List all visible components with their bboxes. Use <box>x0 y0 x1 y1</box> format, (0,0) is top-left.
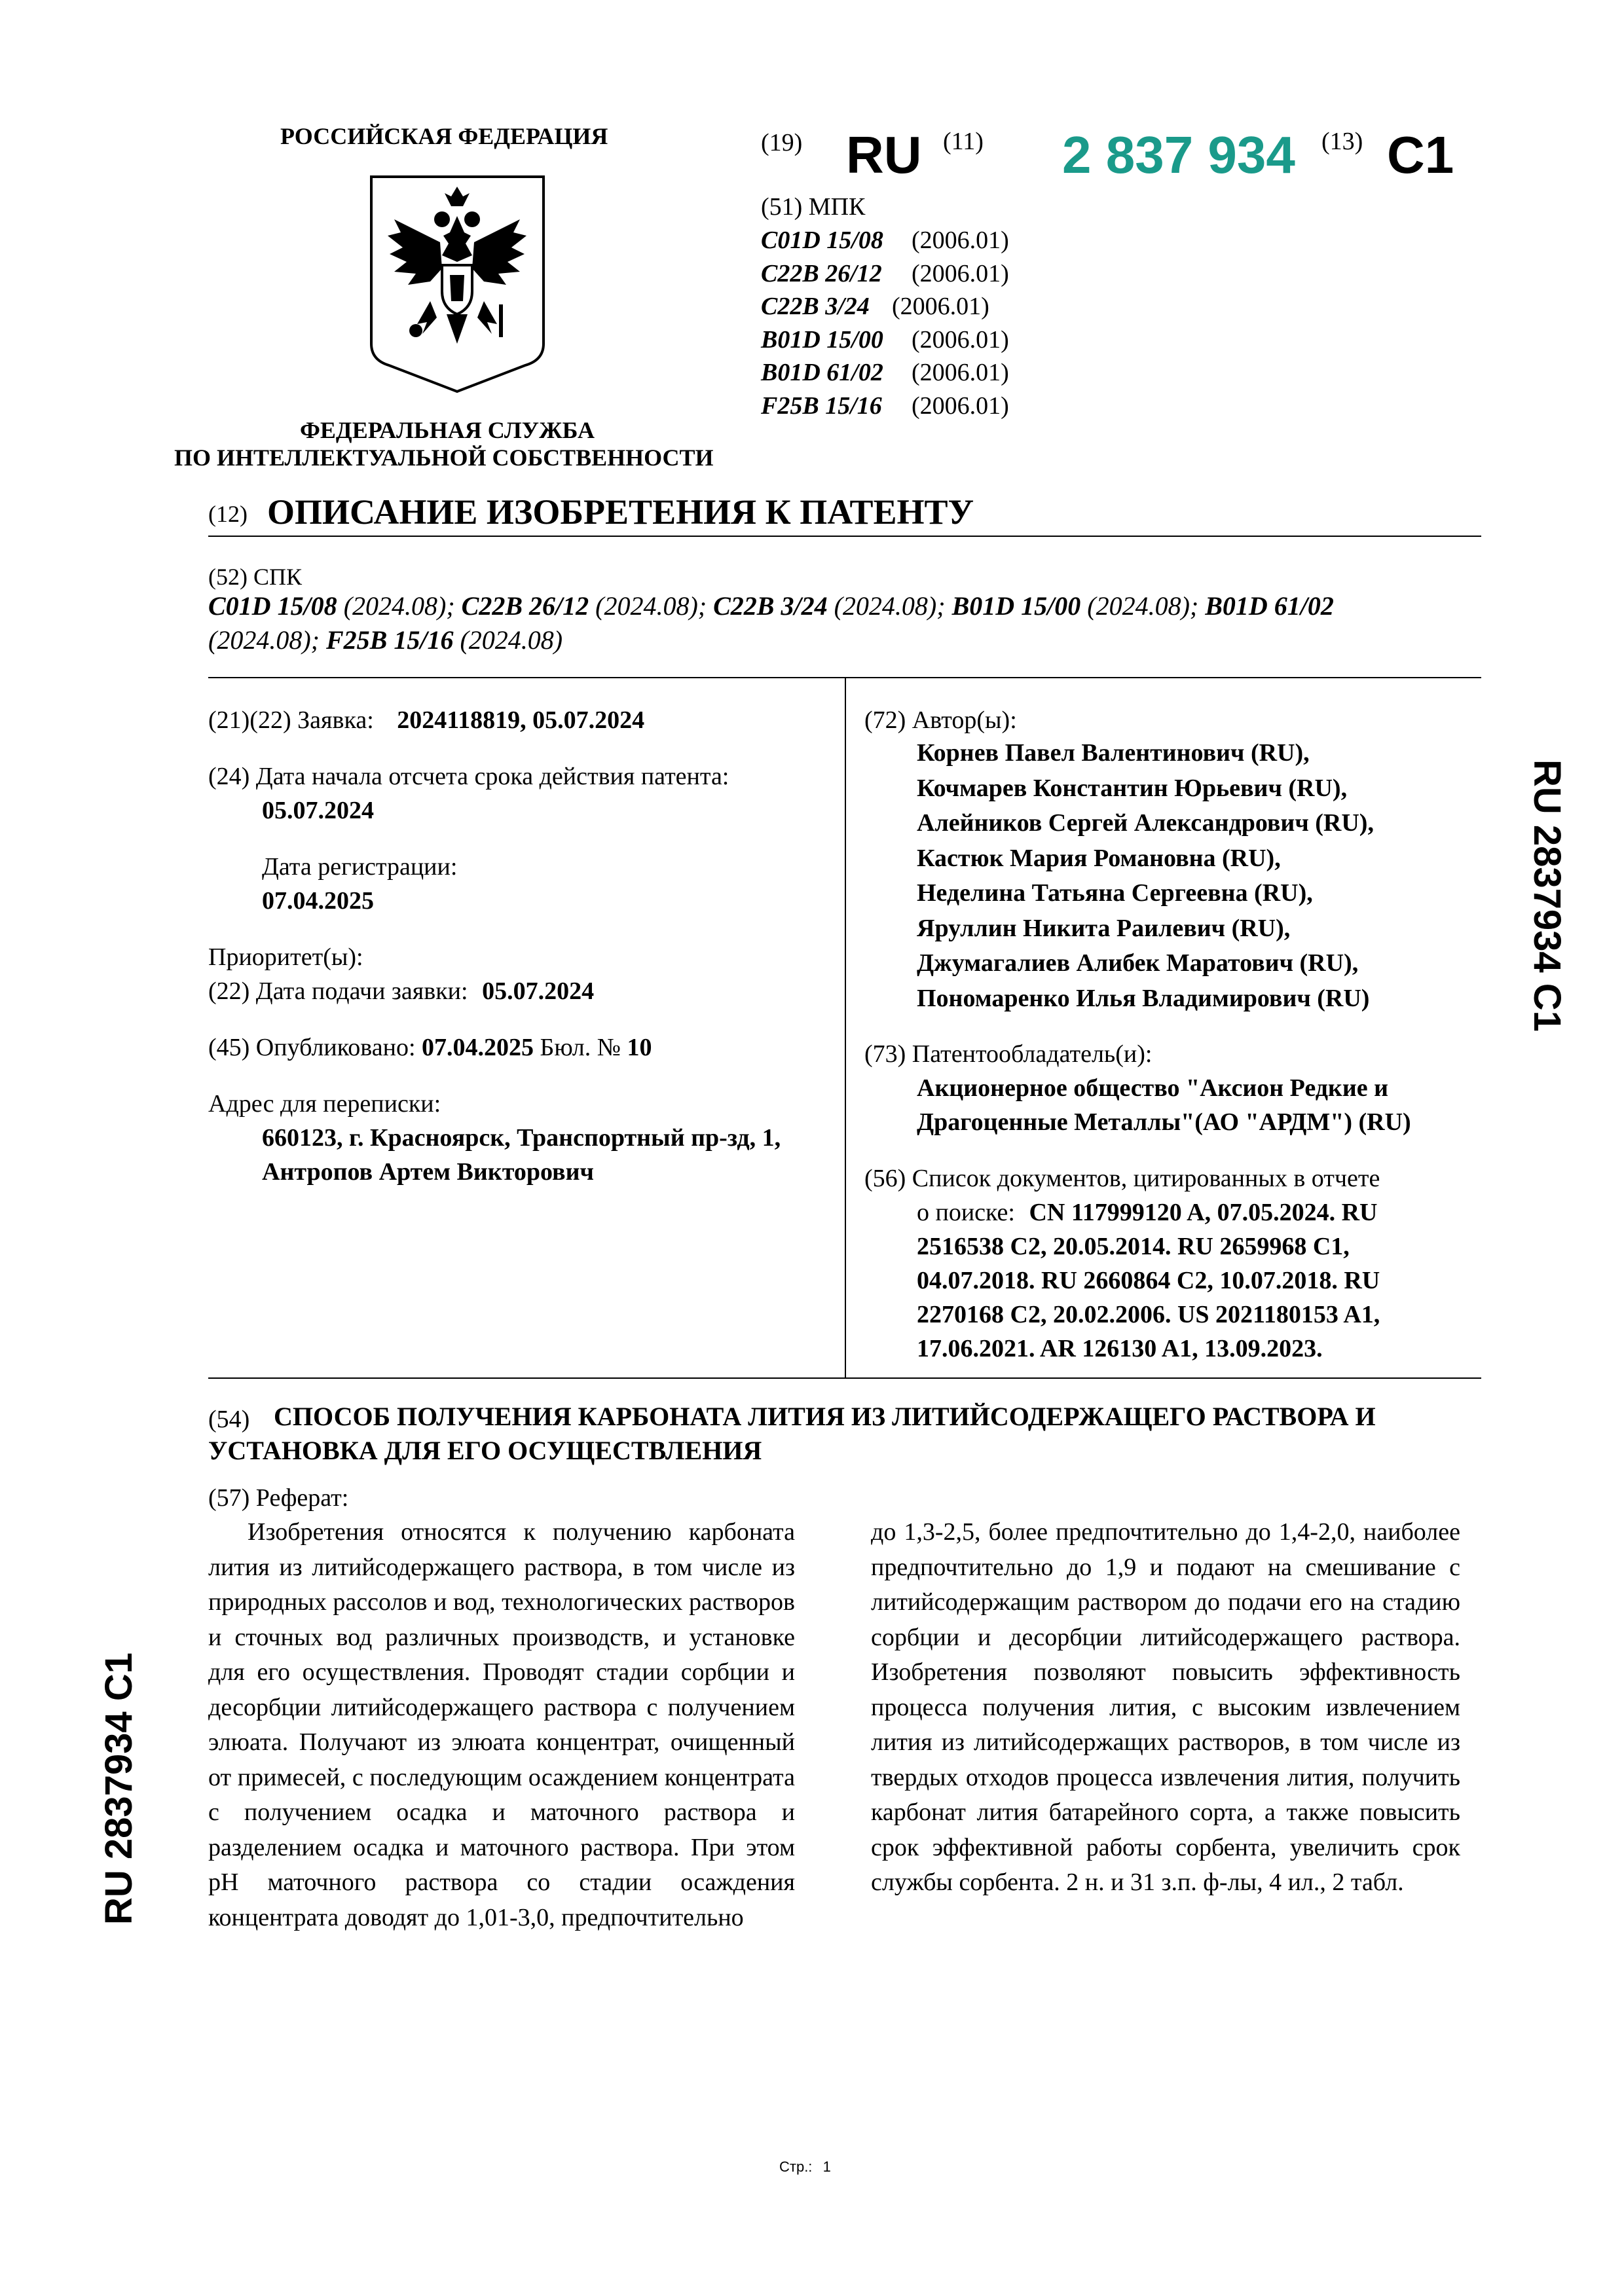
kind-code: C1 <box>1387 126 1454 184</box>
bulletin-value: 10 <box>627 1034 652 1061</box>
author-name: Неделина Татьяна Сергеевна (RU), <box>917 879 1313 907</box>
page-footer <box>779 2157 831 2177</box>
cpc-line-2 <box>208 623 1485 657</box>
citation-text: 2516538 C2, 20.05.2014. RU 2659968 C1, <box>917 1233 1350 1260</box>
ipc-code: C01D 15/08 <box>761 227 883 254</box>
abstract-label: (57) Реферат: <box>208 1484 349 1512</box>
cpc-line-1 <box>208 589 1485 623</box>
cpc-date: (2024.08); <box>1080 591 1206 621</box>
filing-value: 05.07.2024 <box>482 977 595 1005</box>
author-name: Кастюк Мария Романовна (RU), <box>917 844 1281 872</box>
abstract-text: до 1,3-2,5, более предпочтительно до 1,4-2,0, наиболее предпочтительно до 1,9 и подают на смешивание с литийсодержащим раствором до подачи его на стадию сорбции и десорбции литийсодержащего раствора. Изобретения позволяют повысить эффективность процесса получения лития, с высоким извлечением лития из литийсодержащих растворов, в том числе из твердых отходов процесса извлечения лития, получить карбонат лития батарейного сорта, а также повысить срок эффективной работы сорбента, увеличить срок службы сорбента. 2 н. и 31 з.п. ф-лы, 4 ил., 2 табл. <box>871 1518 1460 1896</box>
cpc-code: C22B 26/12 <box>461 591 589 621</box>
cpc-date: (2024.08); <box>208 625 326 655</box>
ipc-version: (2006.01) <box>912 392 1009 420</box>
patentee-line-1: Акционерное общество "Аксион Редкие и <box>917 1074 1388 1102</box>
cpc-code: C22B 3/24 <box>713 591 828 621</box>
ipc-label: (51) МПК <box>761 193 866 221</box>
ipc-entry <box>761 323 1285 357</box>
term-start-value: 05.07.2024 <box>262 797 374 824</box>
inid-13: (13) <box>1321 128 1363 155</box>
abstract-left-column <box>208 1515 795 1935</box>
term-start-label: (24) Дата начала отсчета срока действия патента: <box>208 763 729 790</box>
address-label: Адрес для переписки: <box>208 1090 441 1118</box>
citation-text: 17.06.2021. AR 126130 A1, 13.09.2023. <box>917 1335 1323 1362</box>
divider <box>208 1377 1481 1379</box>
ipc-code: C22B 26/12 <box>761 259 882 287</box>
published-field <box>208 1030 652 1065</box>
cpc-label: (52) СПК <box>208 564 302 590</box>
priority-label: Приоритет(ы): <box>208 943 363 971</box>
page-label: Стр.: <box>779 2159 813 2175</box>
page-number: 1 <box>822 2159 831 2175</box>
citations-line <box>917 1195 1378 1230</box>
ipc-entry <box>761 257 1285 291</box>
author-name: Пономаренко Илья Владимирович (RU) <box>917 984 1370 1012</box>
citation-text: 04.07.2018. RU 2660864 C2, 10.07.2018. RU <box>917 1267 1380 1294</box>
agency-line-1: ФЕДЕРАЛЬНАЯ СЛУЖБА <box>300 417 595 443</box>
patentee-line-2: Драгоценные Металлы"(АО "АРДМ") (RU) <box>917 1108 1411 1136</box>
address-line-1: 660123, г. Красноярск, Транспортный пр-зд, 1, <box>262 1124 781 1152</box>
country-code: RU <box>846 126 922 184</box>
doc-title-code: (12) <box>208 501 248 527</box>
cpc-code: B01D 15/00 <box>951 591 1081 621</box>
ipc-version: (2006.01) <box>912 227 1009 254</box>
cpc-date: (2024.08) <box>453 625 563 655</box>
ipc-code: B01D 61/02 <box>761 359 883 386</box>
ipc-entry <box>761 356 1285 390</box>
inid-11: (11) <box>943 128 984 155</box>
author-name: Джумагалиев Алибек Маратович (RU), <box>917 949 1359 977</box>
application-value: 2024118819, 05.07.2024 <box>397 706 645 734</box>
author-name: Алейников Сергей Александрович (RU), <box>917 809 1374 837</box>
ipc-entry <box>761 390 1285 423</box>
published-value: 07.04.2025 <box>422 1034 534 1061</box>
application-field <box>208 703 644 737</box>
ipc-entry <box>761 224 1285 257</box>
cpc-date: (2024.08); <box>337 591 462 621</box>
ipc-version: (2006.01) <box>912 325 1009 354</box>
ipc-code: B01D 15/00 <box>761 325 883 354</box>
invention-title-line-2: УСТАНОВКА ДЛЯ ЕГО ОСУЩЕСТВЛЕНИЯ <box>208 1436 762 1465</box>
country-name: РОССИЙСКАЯ ФЕДЕРАЦИЯ <box>280 123 608 149</box>
author-name: Корнев Павел Валентинович (RU), <box>917 739 1310 767</box>
cpc-date: (2024.08); <box>589 591 714 621</box>
registration-value: 07.04.2025 <box>262 887 374 915</box>
agency-line-2: ПО ИНТЕЛЛЕКТУАЛЬНОЙ СОБСТВЕННОСТИ <box>174 445 714 471</box>
authors-label: (72) Автор(ы): <box>864 706 1017 734</box>
doc-title: ОПИСАНИЕ ИЗОБРЕТЕНИЯ К ПАТЕНТУ <box>267 492 974 532</box>
ipc-code: C22B 3/24 <box>761 293 870 320</box>
patent-number: 2 837 934 <box>1062 126 1295 184</box>
registration-label: Дата регистрации: <box>262 853 458 881</box>
cpc-date: (2024.08); <box>827 591 952 621</box>
author-name: Яруллин Никита Раилевич (RU), <box>917 914 1291 942</box>
cpc-code: F25B 15/16 <box>325 625 454 655</box>
ipc-code: F25B 15/16 <box>761 392 882 420</box>
application-label: (21)(22) Заявка: <box>208 706 374 734</box>
invention-title-line-1: СПОСОБ ПОЛУЧЕНИЯ КАРБОНАТА ЛИТИЯ ИЗ ЛИТИЙСОДЕРЖАЩЕГО РАСТВОРА И <box>274 1402 1376 1431</box>
abstract-text: Изобретения относятся к получению карбоната лития из литийсодержащего раствора, в том числе из природных рассолов и вод, технологических растворов и сточных вод различных производств, и установке для его осуществления. Проводят стадии сорбции и десорбции литийсодержащего раствора с получением элюата. Получают из элюата концентрат, очищенный от примесей, с последующим осаждением концентрата с получением осадка и маточного раствора и разделением осадка и маточного раствора. При этом pH маточного раствора со стадии осаждения концентрата доводят до 1,01-3,0, предпочтительно <box>208 1518 795 1931</box>
citations-label: (56) Список документов, цитированных в отчете <box>864 1165 1380 1192</box>
citation-text: CN 117999120 A, 07.05.2024. RU <box>1029 1199 1378 1226</box>
author-name: Кочмарев Константин Юрьевич (RU), <box>917 774 1348 802</box>
invention-title-code: (54) <box>208 1406 250 1433</box>
divider <box>208 536 1481 537</box>
ipc-version: (2006.01) <box>912 259 1009 287</box>
side-stamp-right: RU 2837934 C1 <box>1526 759 1568 1032</box>
citation-text: 2270168 C2, 20.02.2006. US 2021180153 A1, <box>917 1301 1380 1328</box>
inid-19: (19) <box>761 129 803 156</box>
patentee-label: (73) Патентообладатель(и): <box>864 1040 1153 1068</box>
address-line-2: Антропов Артем Викторович <box>262 1158 594 1186</box>
side-stamp-left: RU 2837934 C1 <box>98 1652 140 1925</box>
cpc-code: B01D 61/02 <box>1205 591 1334 621</box>
coat-of-arms-emblem <box>365 170 550 396</box>
authors-list <box>917 736 1374 1016</box>
abstract-right-column <box>871 1515 1460 1901</box>
filing-label: (22) Дата подачи заявки: <box>208 977 468 1005</box>
ipc-version: (2006.01) <box>912 359 1009 386</box>
ipc-version: (2006.01) <box>892 293 989 320</box>
published-label: (45) Опубликовано: <box>208 1034 416 1061</box>
column-divider <box>845 678 846 1379</box>
citations-label-suffix: о поиске: <box>917 1199 1015 1226</box>
bulletin-label: Бюл. № <box>540 1034 621 1061</box>
cpc-code: C01D 15/08 <box>208 591 337 621</box>
filing-field <box>208 974 594 1008</box>
ipc-list <box>761 224 1285 422</box>
ipc-entry <box>761 290 1285 323</box>
